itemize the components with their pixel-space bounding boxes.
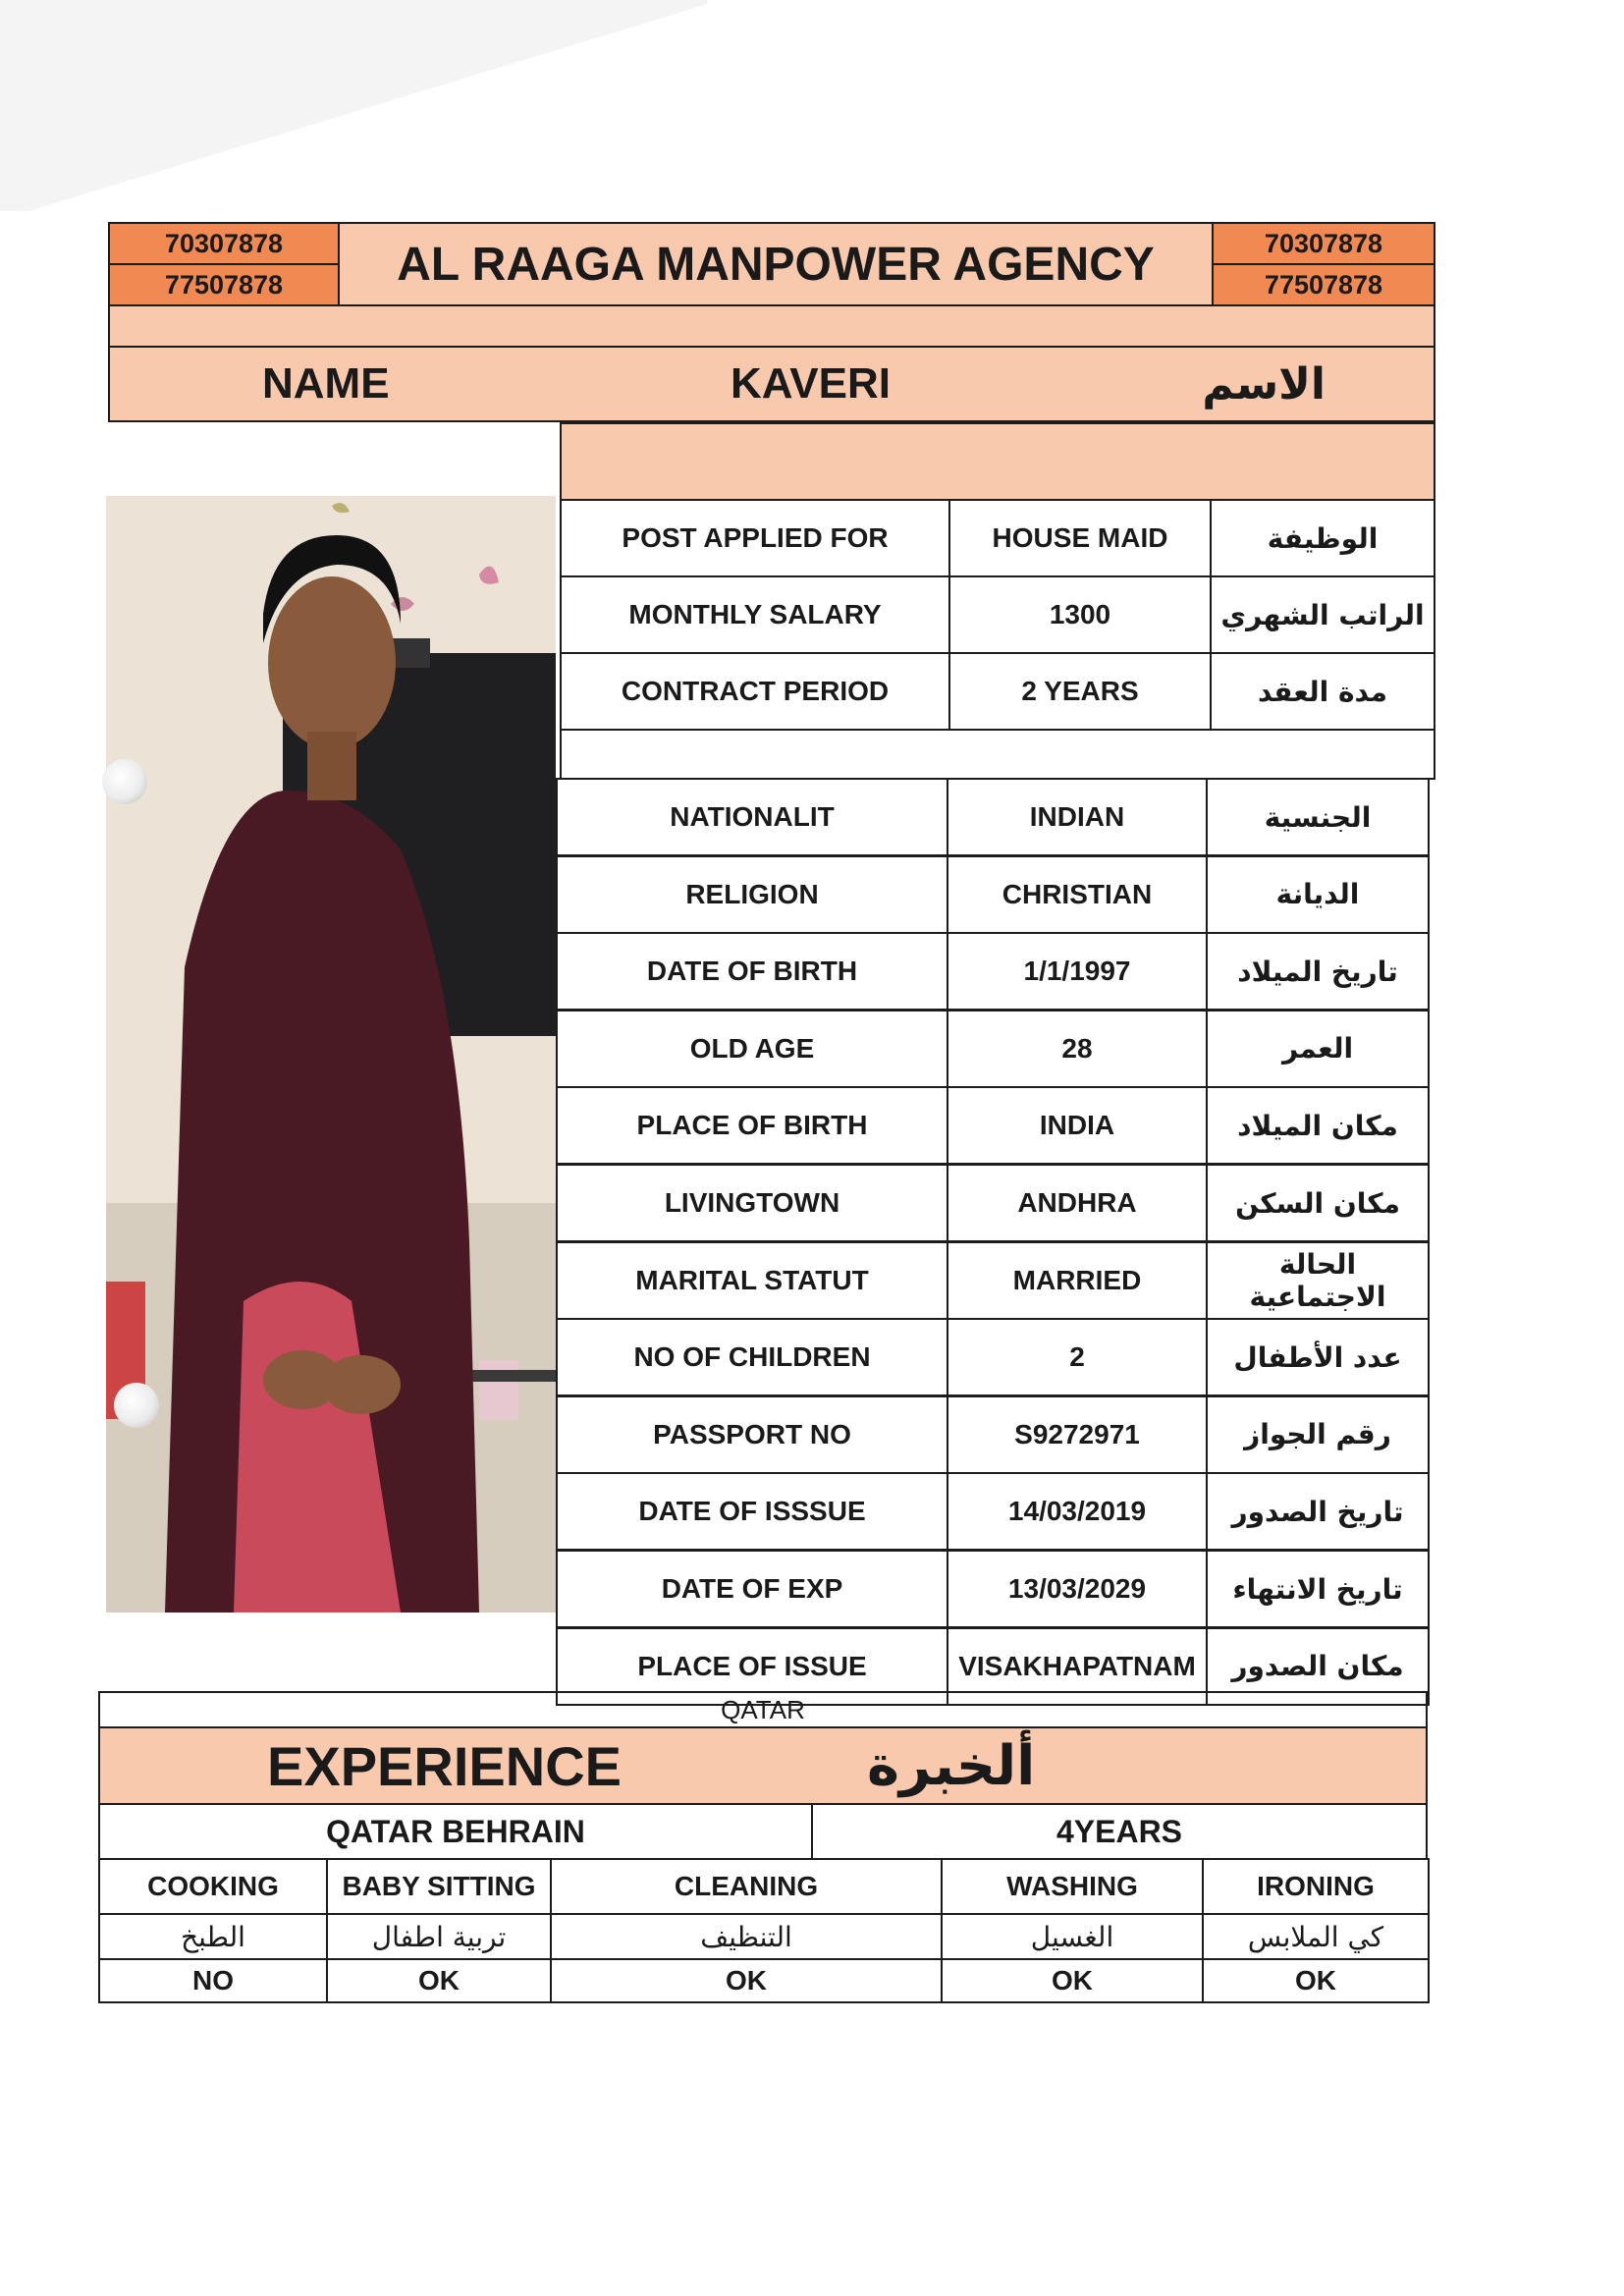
row-label-ar: مكان السكن [1206,1164,1430,1242]
row-label: MARITAL STATUT [556,1241,948,1320]
row-label-ar: الوظيفة [1210,499,1435,577]
skill-name: CLEANING [550,1858,943,1915]
row-label: OLD AGE [556,1010,948,1088]
row-label-ar: الحالة الاجتماعية [1206,1241,1430,1320]
row-value: HOUSE MAID [948,499,1212,577]
experience-header [98,1726,1428,1805]
header-spacer [108,304,1435,348]
skill-name-ar: تربية اطفال [326,1913,552,1960]
experience-title-ar: ألخبرة [867,1733,1036,1798]
candidate-photo [106,496,556,1613]
row-value: 13/03/2029 [947,1550,1208,1628]
row-value: INDIA [947,1086,1208,1165]
name-label-ar: الاسم [1202,358,1326,410]
skill-name-ar: الطبخ [98,1913,328,1960]
row-label-ar: الجنسية [1206,778,1430,856]
row-label-ar: تاريخ الانتهاء [1206,1550,1430,1628]
row-label: PASSPORT NO [556,1395,948,1474]
name-value: KAVERI [730,359,891,408]
row-label: NO OF CHILDREN [556,1318,948,1396]
row-label: RELIGION [556,855,948,934]
row-label: LIVINGTOWN [556,1164,948,1242]
row-value: 14/03/2019 [947,1472,1208,1551]
row-value: 28 [947,1010,1208,1088]
folded-page-corner [0,0,707,211]
row-value: VISAKHAPATNAM [947,1627,1208,1706]
country-note: QATAR [98,1691,1428,1728]
name-label: NAME [262,359,390,408]
row-label: MONTHLY SALARY [560,575,950,654]
skill-status: NO [98,1958,328,2003]
row-value: 1/1/1997 [947,932,1208,1011]
row-label: PLACE OF ISSUE [556,1627,948,1706]
punch-hole [114,1383,159,1428]
row-label-ar: تاريخ الصدور [1206,1472,1430,1551]
row-label-ar: مكان الميلاد [1206,1086,1430,1165]
row-value: ANDHRA [947,1164,1208,1242]
row-label-ar: الديانة [1206,855,1430,934]
skill-status: OK [550,1958,943,2003]
row-label-ar: تاريخ الميلاد [1206,932,1430,1011]
row-label: CONTRACT PERIOD [560,652,950,731]
photo-header-spacer [560,422,1435,501]
skill-name: COOKING [98,1858,328,1915]
skill-name-ar: الغسيل [941,1913,1204,1960]
row-value: 2 [947,1318,1208,1396]
row-value: 1300 [948,575,1212,654]
phone-right-2: 77507878 [1212,263,1435,306]
row-label: DATE OF ISSSUE [556,1472,948,1551]
row-label-ar: العمر [1206,1010,1430,1088]
skill-status: OK [941,1958,1204,2003]
phone-left-2: 77507878 [108,263,340,306]
row-label-ar: الراتب الشهري [1210,575,1435,654]
skill-name-ar: التنظيف [550,1913,943,1960]
row-label: DATE OF EXP [556,1550,948,1628]
row-value: S9272971 [947,1395,1208,1474]
row-label: POST APPLIED FOR [560,499,950,577]
row-label: NATIONALIT [556,778,948,856]
experience-title: EXPERIENCE [267,1734,622,1797]
agency-title: AL RAAGA MANPOWER AGENCY [338,222,1214,306]
experience-years: 4YEARS [811,1803,1428,1860]
row-value: INDIAN [947,778,1208,856]
row-value: 2 YEARS [948,652,1212,731]
skill-status: OK [1202,1958,1430,2003]
skill-status: OK [326,1958,552,2003]
skill-name: BABY SITTING [326,1858,552,1915]
skill-name: WASHING [941,1858,1204,1915]
row-label: DATE OF BIRTH [556,932,948,1011]
row-value: MARRIED [947,1241,1208,1320]
skill-name-ar: كي الملابس [1202,1913,1430,1960]
skill-name: IRONING [1202,1858,1430,1915]
table-spacer [560,729,1435,780]
row-label-ar: عدد الأطفال [1206,1318,1430,1396]
row-label: PLACE OF BIRTH [556,1086,948,1165]
name-row [108,346,1435,422]
punch-hole [102,759,147,804]
row-label-ar: مكان الصدور [1206,1627,1430,1706]
row-label-ar: رقم الجواز [1206,1395,1430,1474]
row-label-ar: مدة العقد [1210,652,1435,731]
phone-left-1: 70307878 [108,222,340,265]
phone-right-1: 70307878 [1212,222,1435,265]
experience-countries: QATAR BEHRAIN [98,1803,813,1860]
row-value: CHRISTIAN [947,855,1208,934]
